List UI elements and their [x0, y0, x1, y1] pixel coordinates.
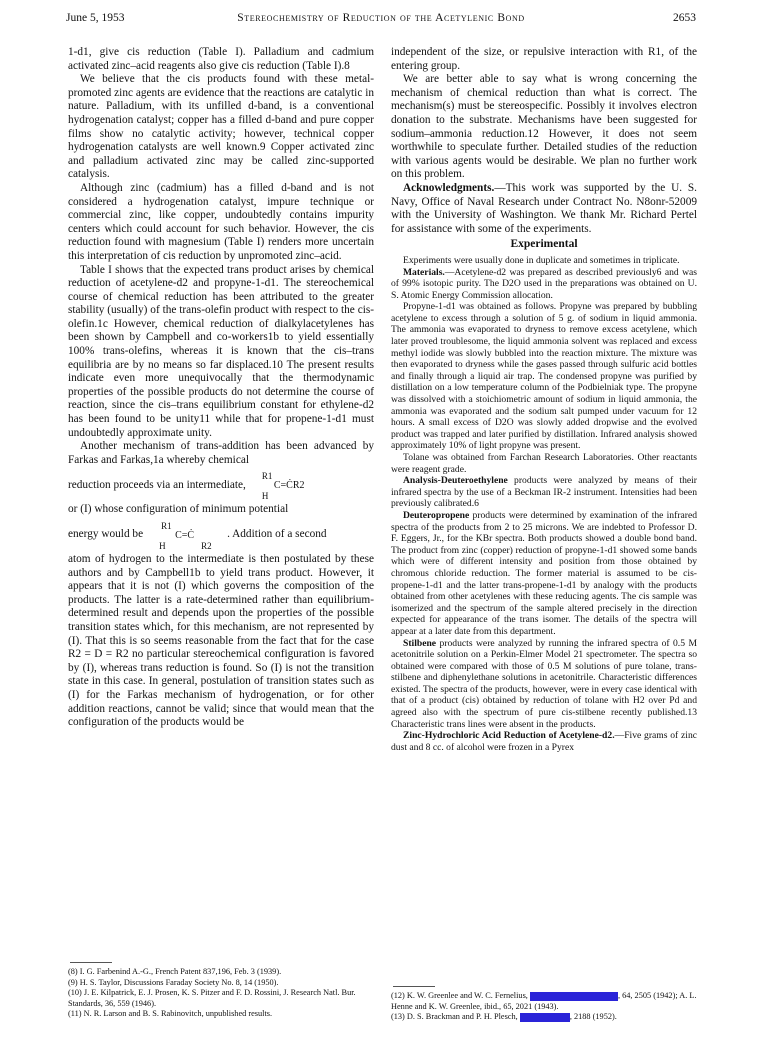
structure-formula: R1 H C=Ċ R2: [159, 521, 212, 551]
paragraph: Stilbene products were analyzed by running the infrared spectra of 0.5 M acetonitrile solution on a Perkin-Elmer Model 21 spectrometer. The spectra so obtained were compared with those of 0.5 M solutions of pure tolane, trans-stilbene and diphenylethane solutions in acetonitrile. Characteristic differences existed. The spectra of the products, however, were in every case identical with that of a product (cis) obtained by reduction of tolane with H2 over Pd and agreed also with the spectrum of pure cis-stilbene recently published.13 Characteristic trans lines were absent in the products.: [391, 637, 697, 730]
footnote-rule: [70, 962, 112, 963]
paragraph: Although zinc (cadmium) has a filled d-band and is not considered a hydrogenation catalyst, impure technique or commercial zinc, like copper, undoubtedly contains impurity centers which could account for such behavior. However, the cis reduction found with magnesium (Table I) renders more uncertain this interpretation of cis reduction by unpromoted zinc–acid.: [68, 181, 374, 262]
paragraph: We are better able to say what is wrong concerning the mechanism of chemical reduction than what is correct. The mechanism(s) must be stereospecific. Possibly it involves electron donation to the substrate. Mechanisms have been suggested for sodium–ammonia reduction.12 However, it does not seem worthwhile to speculate further. Detailed studies of the reduction with various agents would be desirable. We plan no further work on this problem.: [391, 73, 697, 181]
running-header: [66, 12, 696, 30]
paragraph: Propyne-1-d1 was obtained as follows. Propyne was prepared by bubbling acetylene to excess through a solution of 5 g. of sodium in liquid ammonia. The ammonia was evaporated to dryness to remove excess acetylene, which later proved troublesome, the liquid ammonia solvent was replaced and excess methyl iodide was slowly bubbled into the reaction mixture. The mixture was then evaporated to dryness while the gases passed through sulfuric acid bottles and finally through a liquid air trap. The condensed propyne was purified by distillation on a low temperature column of the Podbielniak type. The propyne was dissolved with a stoichiometric amount of sodium in liquid ammonia, the ammonia was evaporated and the sodium salt pumped under vacuum for 12 hours. A small excess of D2O was slowly added dropwise and the evolved product was trapped and later purified by distillation. Infrared analysis showed approximately 10% of light propyne was present.: [391, 301, 697, 452]
footnote-12: (12) K. W. Greenlee and W. C. Fernelius, , 64, 2505 (1942); A. L. Henne and K. W. Greenlee, ibid., 65, 2021 (1943).: [391, 991, 697, 1011]
redaction-mark: [530, 992, 618, 1001]
paragraph: Analysis-Deuteroethylene products were analyzed by means of their infrared spectra by the use of a Beckman IR-2 instrument. Intensities had been previously calibrated.6: [391, 475, 697, 510]
footnote-8: (8) I. G. Farbenind A.-G., French Patent 837,196, Feb. 3 (1939).: [68, 967, 282, 976]
section-heading-experimental: Experimental: [510, 238, 578, 251]
paragraph: Another mechanism of trans-addition has been advanced by Farkas and Farkas,1a whereby chemical: [68, 440, 374, 466]
issue-date: June 5, 1953: [66, 12, 125, 24]
paragraph: independent of the size, or repulsive interaction with R1, of the entering group.: [391, 46, 697, 72]
footnote-13: (13) D. S. Brackman and P. H. Plesch, , 2188 (1952).: [391, 1012, 617, 1022]
footnote-rule: [393, 986, 435, 987]
paragraph: atom of hydrogen to the intermediate is then postulated by these authors and by Campbell1b to yield trans product. However, it appears that it is not (I) which governs the composition of the products. The latter is a rate-determined rather than equilibrium-determined result and depends upon the properties of the possible transition states which, for this mechanism, are not represented by (I). That this is so seems reasonable from the fact that for the case R2 = D = R2 no particular stereochemical configuration is favored by (I), whereas trans reduction is found. So (I) is not the transition state in this case. In general, postulation of transition states such as (I) for the Farkas mechanism of hydrogenation, or for other addition reactions, cannot be valid; since that would mean that the configuration of the products would be: [68, 553, 374, 729]
paragraph: Table I shows that the expected trans product arises by chemical reduction of acetylene-d2 and propyne-1-d1. The stereochemical course of chemical reduction has been attributed to the greater stability (usually) of the trans-olefin product with respect to the cis-olefin.1c However, chemical reduction of dialkylacetylenes has been shown by Campbell and co-workers1b to yield essentially 100% trans-olefins, whereas it is known that the cis–trans equilibria are by no means so far displaced.10 The present results indicate even more unequivocally that the thermodynamic properties of the possible products do not determine the course of reaction, since the cis–trans equilibrium constant for ethylene-d2 has been found to be unity11 while that for propene-1-d1 must undoubtedly approximate unity.: [68, 263, 374, 439]
structure-formula: R1 H C=ĊR2: [261, 471, 305, 502]
right-column: [391, 46, 697, 753]
footnote-11: (11) N. R. Larson and B. S. Rabinovitch, unpublished results.: [68, 1009, 273, 1019]
footnote-10: (10) J. E. Kilpatrick, E. J. Prosen, K. S. Pitzer and F. D. Rossini, J. Research Natl. Bur. Standards, 36, 559 (1946).: [68, 988, 356, 1008]
acknowledgments: Acknowledgments.—This work was supported by the U. S. Navy, Office of Naval Research under Contract No. N8onr-52009 with the University of Washington. We thank Mr. Richard Pertel for assistance with some of the experiments.: [391, 181, 697, 235]
paragraph: 1-d1, give cis reduction (Table I). Palladium and cadmium activated zinc–acid reagents also give cis reduction (Table I).8: [68, 46, 374, 72]
paragraph: Deuteropropene products were determined by examination of the infrared spectra of the products from 2 to 25 microns. We are indebted to Professor D. F. Eggers, Jr., for the KBr spectra. Both products showed a double bond band. The product from zinc (copper) reduction of propyne-1-d1 showed some bands which were of different intensity and position from those obtained by chromous chloride reduction. The former material is assumed to be cis-propene-1-d1 and the latter trans-propene-1-d1 by analogy with the products obtained from other acetylenes with these reducing agents. The cis sample was isomerized and the spectrum of the sample altered precisely in the direction expected for appearance of the trans isomer. The details of the spectra will appear at a later date from this department.: [391, 509, 697, 637]
paragraph: Materials.—Acetylene-d2 was prepared as described previously6 and was of 99% isotopic purity. The D2O used in the preparations was obtained on U. S. Atomic Energy Commission allocation.: [391, 266, 697, 301]
left-footnotes: [68, 967, 374, 1020]
right-footnotes: [391, 991, 697, 1023]
paragraph: Tolane was obtained from Farchan Research Laboratories. Other reactants were reagent grade.: [391, 452, 697, 475]
paragraph: Experiments were usually done in duplicate and sometimes in triplicate.: [403, 254, 680, 266]
minimum-energy-structure: energy would be R1 H C=Ċ R2 . Addition of a second: [68, 521, 327, 551]
experimental-section: [391, 255, 697, 754]
redaction-mark: [520, 1013, 570, 1022]
page-number: 2653: [673, 12, 696, 24]
paragraph: Zinc-Hydrochloric Acid Reduction of Acetylene-d2.—Five grams of zinc dust and 8 cc. of alcohol were frozen in a Pyrex: [391, 730, 697, 753]
left-column: [68, 46, 374, 730]
intermediate-structure: reduction proceeds via an intermediate, R1 H C=ĊR2: [68, 470, 374, 500]
paragraph: or (I) whose configuration of minimum potential: [68, 503, 289, 516]
paragraph: We believe that the cis products found with these metal-promoted zinc agents are evidence that the reactions are catalytic in nature. Palladium, with its unfilled d-band, is a conventional hydrogenation catalyst; copper has a filled d-band and pure copper films show no catalytic activity; however, technical copper hydrogenation catalysts are well known.9 Copper activated zinc and palladium activated zinc may be called zinc-supported catalysis.: [68, 73, 374, 181]
running-title: Stereochemistry of Reduction of the Acetylenic Bond: [237, 12, 525, 24]
footnote-9: (9) H. S. Taylor, Discussions Faraday Society No. 8, 14 (1950).: [68, 977, 279, 987]
